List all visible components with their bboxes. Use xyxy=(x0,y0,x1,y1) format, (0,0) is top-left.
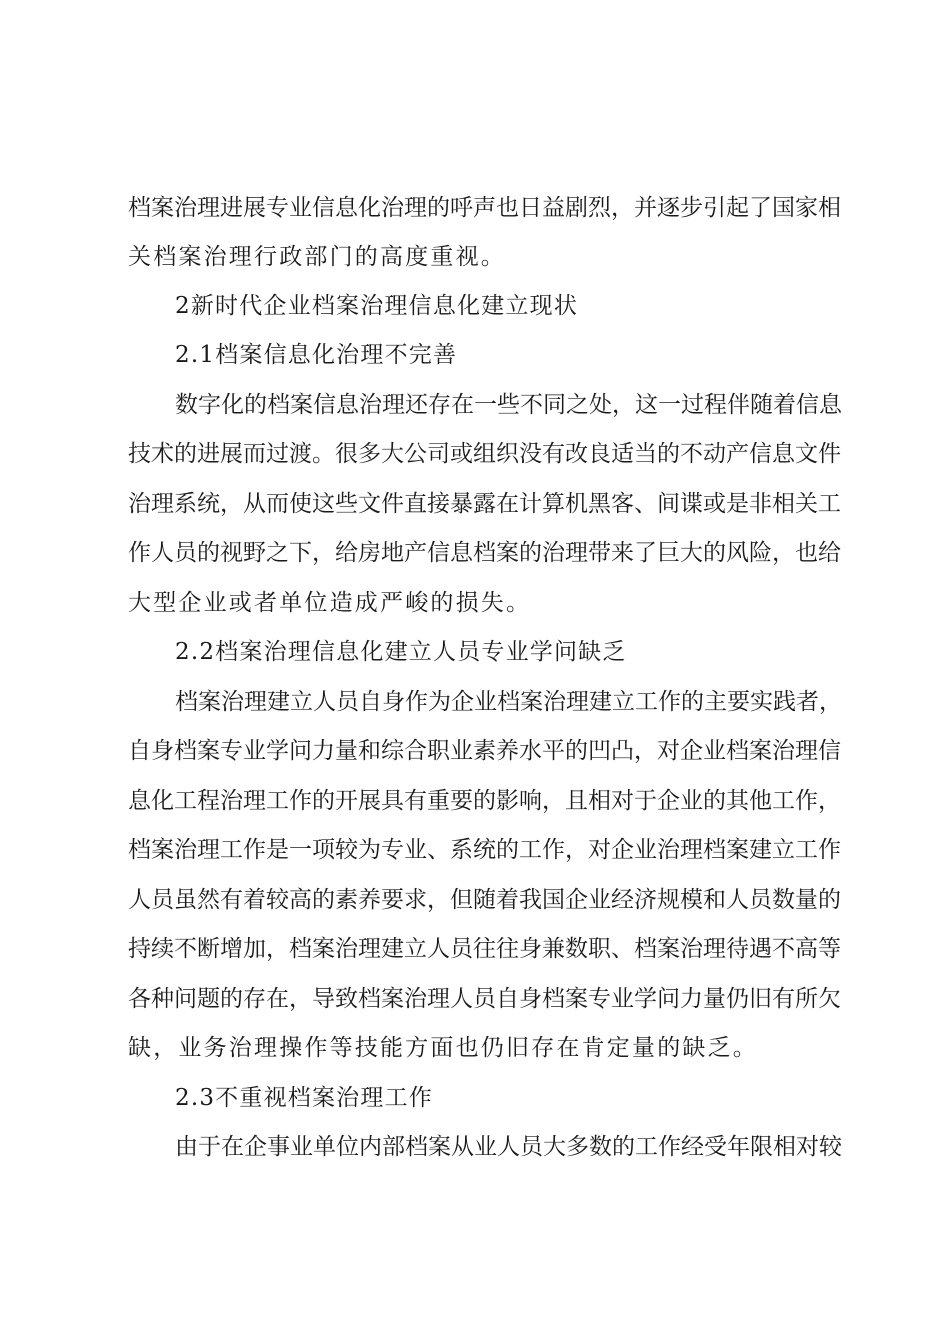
paragraph-line: 人员虽然有着较高的素养要求，但随着我国企业经济规模和人员数量的 xyxy=(128,887,841,913)
paragraph-line: 作人员的视野之下，给房地产信息档案的治理带来了巨大的风险，也给 xyxy=(128,540,841,566)
paragraph-line: 缺，业务治理操作等技能方面也仍旧存在肯定量的缺乏。 xyxy=(128,1035,758,1061)
paragraph-line: 档案治理建立人员自身作为企业档案治理建立工作的主要实践者， xyxy=(175,689,842,715)
paragraph-line: 档案治理工作是一项较为专业、系统的工作，对企业治理档案建立工作 xyxy=(128,837,841,863)
paragraph-line: 关档案治理行政部门的高度重视。 xyxy=(128,244,506,270)
paragraph-line: 由于在企事业单位内部档案从业人员大多数的工作经受年限相对较 xyxy=(175,1134,842,1160)
subsection-heading: 2.1档案信息化治理不完善 xyxy=(175,342,458,368)
paragraph-line: 持续不断增加，档案治理建立人员往往身兼数职、档案治理待遇不高等 xyxy=(128,936,841,962)
paragraph-line: 技术的进展而过渡。很多大公司或组织没有改良适当的不动产信息文件 xyxy=(128,441,841,467)
paragraph-line: 各种问题的存在，导致档案治理人员自身档案专业学问力量仍旧有所欠 xyxy=(128,986,841,1012)
paragraph-line: 自身档案专业学问力量和综合职业素养水平的凹凸，对企业档案治理信 xyxy=(128,738,841,764)
subsection-heading: 2.3不重视档案治理工作 xyxy=(175,1085,433,1111)
paragraph-line: 治理系统，从而使这些文件直接暴露在计算机黑客、间谍或是非相关工 xyxy=(128,491,841,517)
paragraph-line: 大型企业或者单位造成严峻的损失。 xyxy=(128,590,532,616)
subsection-heading: 2.2档案治理信息化建立人员专业学问缺乏 xyxy=(175,639,627,665)
section-heading: 2新时代企业档案治理信息化建立现状 xyxy=(175,293,579,319)
paragraph-line: 数字化的档案信息治理还存在一些不同之处，这一过程伴随着信息 xyxy=(175,392,842,418)
paragraph-line: 息化工程治理工作的开展具有重要的影响，且相对于企业的其他工作， xyxy=(128,788,841,814)
paragraph-line: 档案治理进展专业信息化治理的呼声也日益剧烈，并逐步引起了国家相 xyxy=(128,195,841,221)
